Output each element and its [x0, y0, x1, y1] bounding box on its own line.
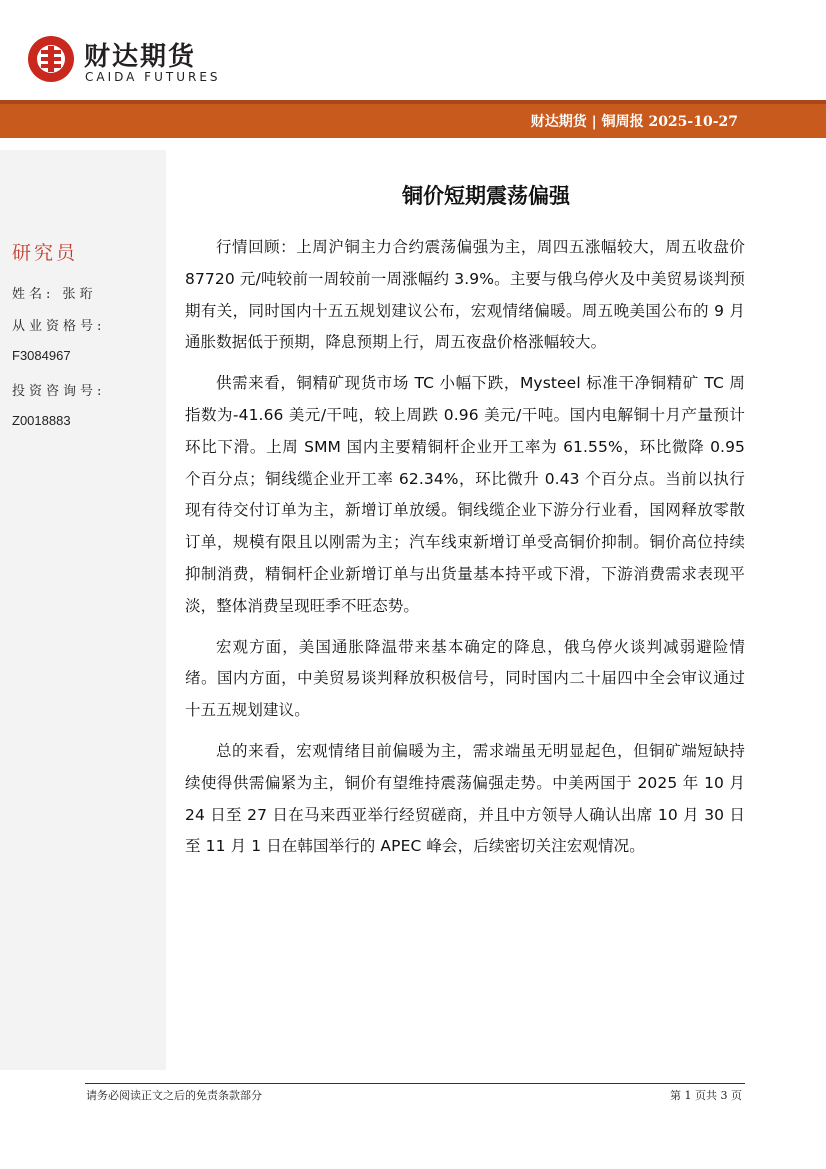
paragraph-supply-demand: 供需来看，铜精矿现货市场 TC 小幅下跌，Mysteel 标准干净铜精矿 TC 周指数为-41.66 美元/干吨，较上周跌 0.96 美元/干吨。国内电解铜十月产量预计环比下滑。上周 SMM 国内主要精铜杆企业开工率为 61.55%，环比微降 0.95 个百分点；铜线缆企业开工率 62.34%，环比微升 0.43 个百分点。当前以执行现有待交付订单为主，新增订单放缓。铜线缆企业下游分行业看，国网释放零散订单，规模有限且以刚需为主；汽车线束新增订单受高铜价抑制。铜价高位持续抑制消费，精铜杆企业新增订单与出货量基本持平或下滑，下游消费需求表现平淡，整体消费呈现旺季不旺态势。 [185, 374, 745, 615]
researcher-heading: 研究员 [12, 242, 79, 264]
paragraph-summary: 总的来看，宏观情绪目前偏暖为主，需求端虽无明显起色，但铜矿端短缺持续使得供需偏紧为主，铜价有望维持震荡偏强走势。中美两国于 2025 年 10 月 24 日至 27 日在马来西亚举行经贸磋商，并且中方领导人确认出席 10 月 30 日至 11 月 1 日在韩国举行的 APEC 峰会，后续密切关注宏观情况。 [185, 741, 745, 856]
logo-name-cn: 财达期货 [84, 42, 197, 72]
footer-disclaimer: 请务必阅读正文之后的免责条款部分 [86, 1089, 262, 1102]
report-body [185, 232, 745, 872]
paragraph-macro: 宏观方面，美国通胀降温带来基本确定的降息，俄乌停火谈判减弱避险情绪。国内方面，中美贸易谈判释放积极信号，同时国内二十届四中全会审议通过十五五规划建议。 [185, 637, 745, 720]
footer-divider [85, 1083, 745, 1084]
header-bar-shade [0, 100, 826, 104]
company-logo [26, 34, 226, 88]
header-bar [0, 100, 826, 138]
researcher-name: 姓名: 张珩 [12, 287, 97, 302]
qualification-number: F3084967 [12, 348, 71, 363]
paragraph-market-review: 行情回顾：上周沪铜主力合约震荡偏强为主，周四五涨幅较大，周五收盘价 87720 元/吨较前一周较前一周涨幅约 3.9%。主要与俄乌停火及中美贸易谈判预期有关，同时国内十五五规划建议公布，宏观情绪偏暖。周五晚美国公布的 9 月通胀数据低于预期，降息预期上行，周五夜盘价格涨幅较大。 [185, 238, 745, 352]
report-title: 铜价短期震荡偏强 [402, 184, 570, 208]
logo-name-en: CAIDA FUTURES [85, 70, 221, 84]
consulting-number: Z0018883 [12, 413, 71, 428]
page-number: 第 1 页共 3 页 [670, 1089, 742, 1102]
caida-logo-icon [26, 34, 76, 84]
qualification-label: 从业资格号: [12, 319, 106, 334]
report-header-text: 财达期货 | 铜周报 2025-10-27 [530, 114, 738, 130]
consulting-label: 投资咨询号: [12, 384, 106, 399]
